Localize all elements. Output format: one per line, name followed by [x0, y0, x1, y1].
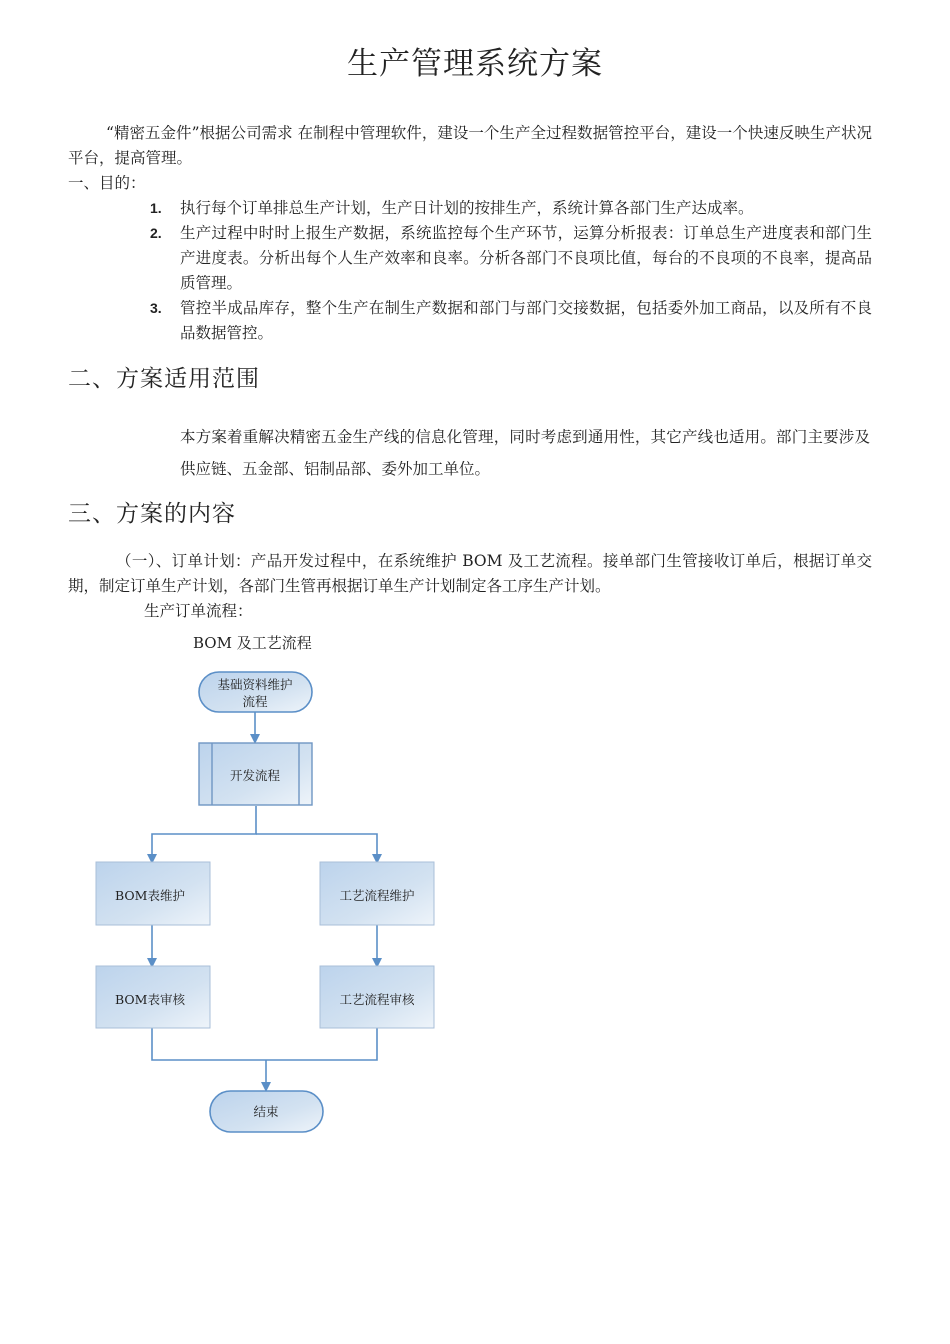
list-number: 3.	[150, 300, 162, 316]
list-item	[148, 221, 872, 296]
node-bom-maintenance	[96, 862, 210, 925]
node-process-audit	[320, 966, 434, 1028]
section3-paragraph: （一）、订单计划：产品开发过程中，在系统维护 BOM 及工艺流程。接单部门生管接收订单后，根据订单交期，制定订单生产计划，各部门生管再根据订单生产计划制定各工序生产计划。	[68, 552, 872, 595]
list-text: 管控半成品库存，整个生产在制生产数据和部门与部门交接数据，包括委外加工商品，以及所有不良品数据管控。	[180, 299, 872, 342]
node-dev-label: 开发流程	[229, 768, 281, 783]
flowchart-title: BOM 及工艺流程	[193, 634, 312, 652]
node-end	[210, 1091, 323, 1132]
list-item	[148, 296, 872, 346]
list-number: 1.	[150, 200, 162, 216]
node-end-label: 结束	[253, 1104, 279, 1119]
list-item	[148, 196, 872, 221]
flow-intro: 生产订单流程：	[144, 602, 253, 620]
merge-connector	[152, 1028, 377, 1060]
list-number: 2.	[150, 225, 162, 241]
node-dev-process	[199, 743, 312, 805]
node-start-label-2: 流程	[242, 694, 268, 709]
node-bom-audit	[96, 966, 210, 1028]
branch-connector	[152, 806, 256, 860]
node-bom-audit-label: BOM表审核	[115, 992, 185, 1007]
list-text: 执行每个订单排总生产计划，生产日计划的按排生产，系统计算各部门生产达成率。	[180, 199, 754, 217]
node-process-maintenance	[320, 862, 434, 925]
goals-list	[148, 196, 872, 346]
flowchart	[80, 658, 460, 1138]
node-start	[199, 672, 312, 712]
node-bom-maintenance-label: BOM表维护	[115, 888, 185, 903]
intro-paragraph: “精密五金件”根据公司需求 在制程中管理软件，建设一个生产全过程数据管控平台，建设一个快速反映生产状况平台，提高管理。	[68, 124, 872, 167]
section2-heading: 二、方案适用范围	[68, 366, 260, 392]
section1-heading: 一、目的：	[68, 174, 146, 192]
section3-heading: 三、方案的内容	[68, 501, 236, 527]
list-text: 生产过程中时时上报生产数据，系统监控每个生产环节，运算分析报表：订单总生产进度表和部门生产进度表。分析出每个人生产效率和良率。分析各部门不良项比值，每台的不良项的不良率，提高品质管理。	[180, 224, 872, 292]
page-title: 生产管理系统方案	[347, 46, 603, 82]
node-start-label-1: 基础资料维护	[217, 677, 293, 692]
node-process-audit-label: 工艺流程审核	[339, 992, 415, 1007]
branch-connector-right	[256, 834, 377, 860]
section2-paragraph: 本方案着重解决精密五金生产线的信息化管理，同时考虑到通用性，其它产线也适用。部门主要涉及供应链、五金部、铝制品部、委外加工单位。	[180, 428, 870, 478]
node-process-maintenance-label: 工艺流程维护	[339, 888, 415, 903]
